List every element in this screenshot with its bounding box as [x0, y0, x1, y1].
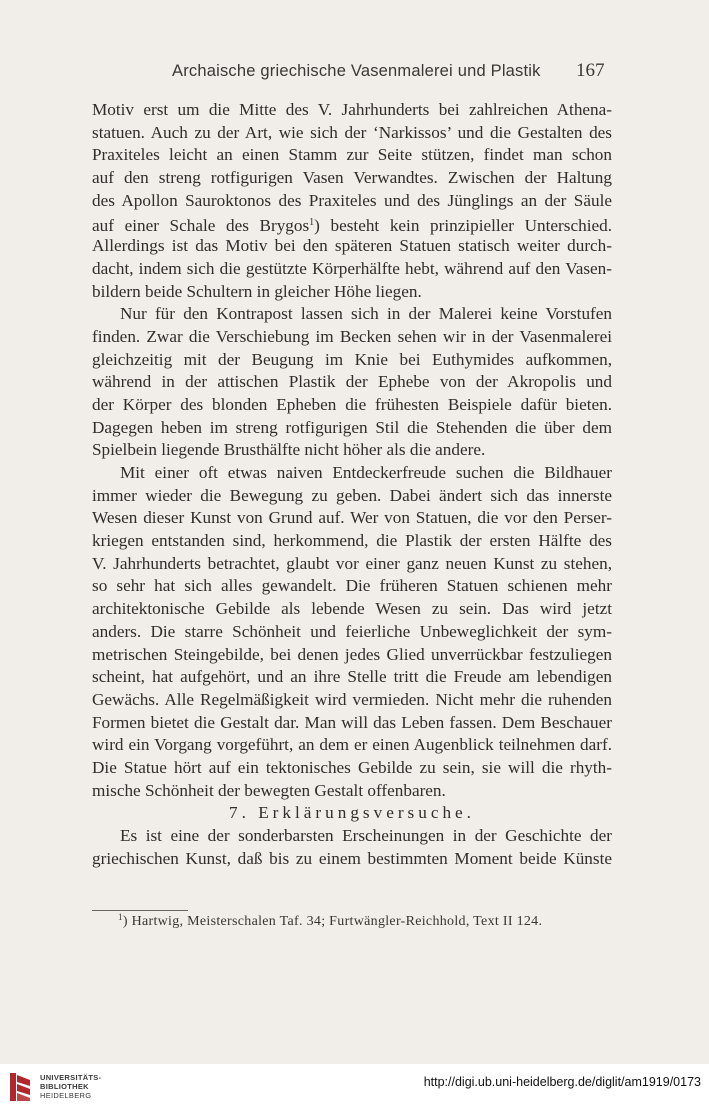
text-line: Mit einer oft etwas naiven Entdeckerfreude suchen die Bildhauer — [120, 463, 612, 482]
text-line: gleichzeitig mit der Beugung im Knie bei Euthymides aufkommen, — [92, 349, 612, 369]
text-line: Spielbein liegende Brusthälfte nicht höher als die andere. — [92, 440, 486, 460]
text-line: wird ein Vorgang vorgeführt, an dem er einen Augenblick teilnehmen darf. — [92, 735, 612, 755]
text-line: dacht, indem sich die gestützte Körperhälfte hebt, während auf den Vasen- — [92, 258, 612, 278]
footnote — [118, 912, 542, 930]
text-line: bildern beide Schultern in gleicher Höhe liegen. — [92, 281, 422, 301]
text-fragment: auf einer Schale des Brygos — [92, 216, 310, 236]
text-line: Formen bietet die Gestalt dar. Man will das Leben fassen. Dem Beschauer — [92, 712, 612, 732]
paragraph — [92, 303, 612, 462]
library-wordmark — [40, 1073, 101, 1100]
text-line: Motiv erst um die Mitte des V. Jahrhunderts bei zahlreichen Athena- — [92, 100, 612, 119]
text-line: auf den streng rotfigurigen Vasen Verwandtes. Zwischen der Haltung — [92, 168, 612, 188]
text-line: statuen. Auch zu der Art, wie sich der ‘Narkissos’ und die Gestalten des — [92, 122, 612, 142]
text-line: Es ist eine der sonderbarsten Erscheinungen in der Geschichte der — [120, 826, 612, 845]
paragraph — [92, 462, 612, 802]
footnote-text: ) Hartwig, Meisterschalen Taf. 34; Furtwängler-Reichhold, Text II 124. — [122, 914, 543, 929]
text-line: scheint, hat aufgehört, und an ihre Stelle tritt die Freude am lebendigen — [92, 667, 612, 687]
text-line-with-footnote — [92, 212, 612, 235]
wordmark-line: HEIDELBERG — [40, 1091, 92, 1100]
text-line: Wesen dieser Kunst von Grund auf. Wer von Statuen, die vor den Perser- — [92, 508, 612, 528]
footnote-reference[interactable]: 1 — [309, 217, 315, 229]
text-line: V. Jahrhunderts betrachtet, glaubt vor einer ganz neuen Kunst zu stehen, — [92, 553, 612, 573]
university-library-logo-icon — [8, 1070, 34, 1104]
text-line: Die Statue hört auf ein tektonisches Gebilde zu sein, sie will die rhyth- — [92, 757, 612, 777]
text-line: Nur für den Kontrapost lassen sich in der Malerei keine Vorstufen — [120, 304, 612, 324]
text-line: kriegen entstanden sind, herkommend, die Plastik der ersten Hälfte des — [92, 531, 612, 551]
running-title: Archaische griechische Vasenmalerei und Plastik — [172, 62, 541, 80]
text-line: der Körper des blonden Epheben die frühesten Beispiele dafür bieten. — [92, 394, 612, 414]
text-line: Gewächs. Alle Regelmäßigkeit wird vermieden. Nicht mehr die ruhenden — [92, 689, 612, 709]
text-line: immer wieder die Bewegung zu geben. Dabei ändert sich das innerste — [92, 485, 612, 505]
text-line: mische Schönheit der bewegten Gestalt offenbaren. — [92, 780, 446, 800]
footnote-mark: 1 — [118, 912, 123, 922]
text-line: während in der attischen Plastik der Ephebe von der Akropolis und — [92, 372, 612, 392]
running-header — [0, 62, 709, 92]
footnote-divider — [92, 910, 188, 911]
paragraph — [92, 99, 612, 303]
text-line: Allerdings ist das Motiv bei den späteren Statuen statisch weiter durch- — [92, 236, 612, 256]
text-fragment: ) besteht kein prinzipieller Unterschied. — [314, 216, 612, 236]
text-line: des Apollon Sauroktonos des Praxiteles und des Jünglings an der Säule — [92, 190, 612, 210]
viewer-footer — [0, 1064, 709, 1112]
text-line: finden. Zwar die Verschiebung im Becken sehen wir in der Vasenmalerei — [92, 326, 612, 346]
text-line: anders. Die starre Schönheit und feierliche Unbeweglichkeit der sym- — [92, 621, 612, 641]
page-number: 167 — [576, 60, 605, 81]
section-heading: 7. Erklärungsversuche. — [229, 803, 475, 823]
text-line: Dagegen heben im streng rotfigurigen Stil die Stehenden die über dem — [92, 417, 612, 437]
body-text — [92, 99, 612, 870]
text-line: architektonische Gebilde als lebende Wesen zu sein. Das wird jetzt — [92, 599, 612, 619]
text-line: so sehr hat sich alles gewandelt. Die früheren Statuen schienen mehr — [92, 576, 612, 596]
text-line: Praxiteles leicht an einen Stamm zur Seite stützen, findet man schon — [92, 145, 612, 165]
text-line: metrischen Steingebilde, bei denen jedes Glied unverrückbar festzuliegen — [92, 644, 612, 664]
wordmark-line: UNIVERSITÄTS- — [40, 1073, 102, 1082]
permalink-url[interactable]: http://digi.ub.uni-heidelberg.de/diglit/am1919/0173 — [423, 1075, 701, 1089]
paragraph — [92, 825, 612, 870]
wordmark-line: BIBLIOTHEK — [40, 1082, 89, 1091]
text-line: griechischen Kunst, daß bis zu einem bestimmten Moment beide Künste — [92, 848, 612, 868]
